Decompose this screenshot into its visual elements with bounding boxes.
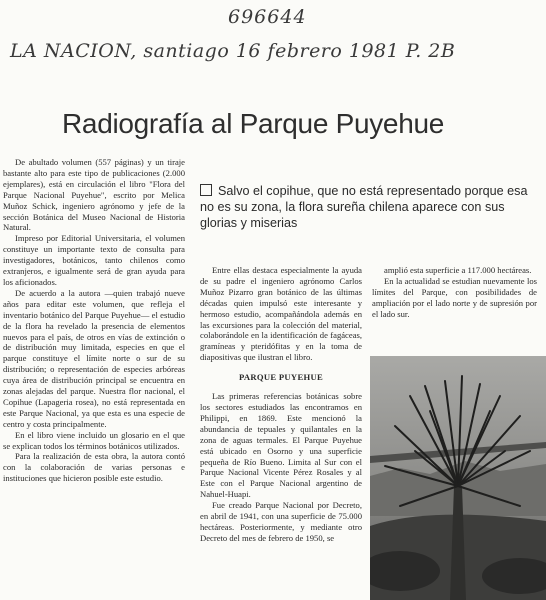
col1-paragraph: De abultado volumen (557 páginas) y un tiraje bastante alto para este tipo de publicaciones (2.000 ejemplares), está en circulación el libro "Flora del Parque Nacional Puyehue", escrito por Melica Muñoz Schick, ingeniero agrónomo y jefe de la sección Botánica del Museo Nacional de Historia Natural. <box>3 157 185 233</box>
column-3 <box>372 265 537 320</box>
col1-paragraph: Para la realización de esta obra, la autora contó con la colaboración de varias personas e instituciones que hicieron posible este estudio. <box>3 451 185 484</box>
col2-paragraph: Fue creado Parque Nacional por Decreto, en abril de 1941, con una superficie de 75.000 hectáreas. Posteriormente, y mediante otro Decreto del mes de febrero de 1950, se <box>200 500 362 543</box>
handwritten-archive-id: 696644 <box>228 6 307 28</box>
plant-photo <box>370 356 546 600</box>
section-subhead: PARQUE PUYEHUE <box>238 372 323 383</box>
col1-paragraph: Impreso por Editorial Universitaria, el volumen constituye un importante texto de consulta para investigadores, botánicos, tanto chilenos como extranjeros, e igualmente será de gran ayuda para los aficionados. <box>3 233 185 287</box>
col3-paragraph: En la actualidad se estudian nuevamente los límites del Parque, con posibilidades de ampliación por el lado norte y de supresión por el lado sur. <box>372 275 537 319</box>
handwritten-source-note: LA NACION, santiago 16 febrero 1981 P. 2B <box>10 40 456 62</box>
column-2 <box>200 265 362 544</box>
col2-paragraph: Entre ellas destaca especialmente la ayuda de su padre el ingeniero agrónomo Carlos Muñoz Pizarro gran botánico de las últimas décadas quien impulsó este interesante y hermoso estudio, acompañándola además en las excursiones para la colección del material, colaborándole en la identificación de fagáceas, gramíneas y pteridófitas y en la toma de diapositivas que ilustran el libro. <box>200 265 362 363</box>
deck-square-icon <box>200 184 212 196</box>
article-deck <box>200 183 532 231</box>
col1-paragraph: En el libro viene incluido un glosario en el que se explican todos los términos botánicos utilizados. <box>3 429 185 451</box>
deck-text: Salvo el copihue, que no está representado porque esa no es su zona, la flora sureña chilena aparece con sus glorias y miserias <box>200 184 528 230</box>
col1-paragraph: De acuerdo a la autora —quien trabajó nueve años para editar este volumen, que refleja el inventario botánico del Parque Puyehue— el estudio de la flora ha revelado la presencia de elementos nuevos para el país, de otros en vías de extinción o de distribución muy limitada, especies en que el parque constituye el límite norte o sur de su distribución; o representación de especies arbóreas cuya área de distribución principal se encuentra en zonas alejadas del parque. Nuestra flor nacional, el Copihue (Lapageria rosea), no está representada en este Parque Nacional, ya que esta es una especie de centro y costa principalmente. <box>3 287 185 429</box>
article-headline: Radiografía al Parque Puyehue <box>62 108 445 139</box>
col3-paragraph: amplió esta superficie a 117.000 hectáreas. <box>384 265 532 275</box>
col2-paragraph: Las primeras referencias botánicas sobre los sectores estudiados las encontramos en Philippi, en 1869. Este mencionó la abundancia de tepuales y quilantales en la zona de aguas termales. El Parque Puyehue está ubicado en Osorno y una superficie pequeña de Río Bueno. Limita al Sur con el Parque Nacional Vicente Pérez Rosales y al Este con el Parque Nacional argentino de Nahuel-Huapi. <box>200 391 362 500</box>
column-1 <box>3 157 185 484</box>
